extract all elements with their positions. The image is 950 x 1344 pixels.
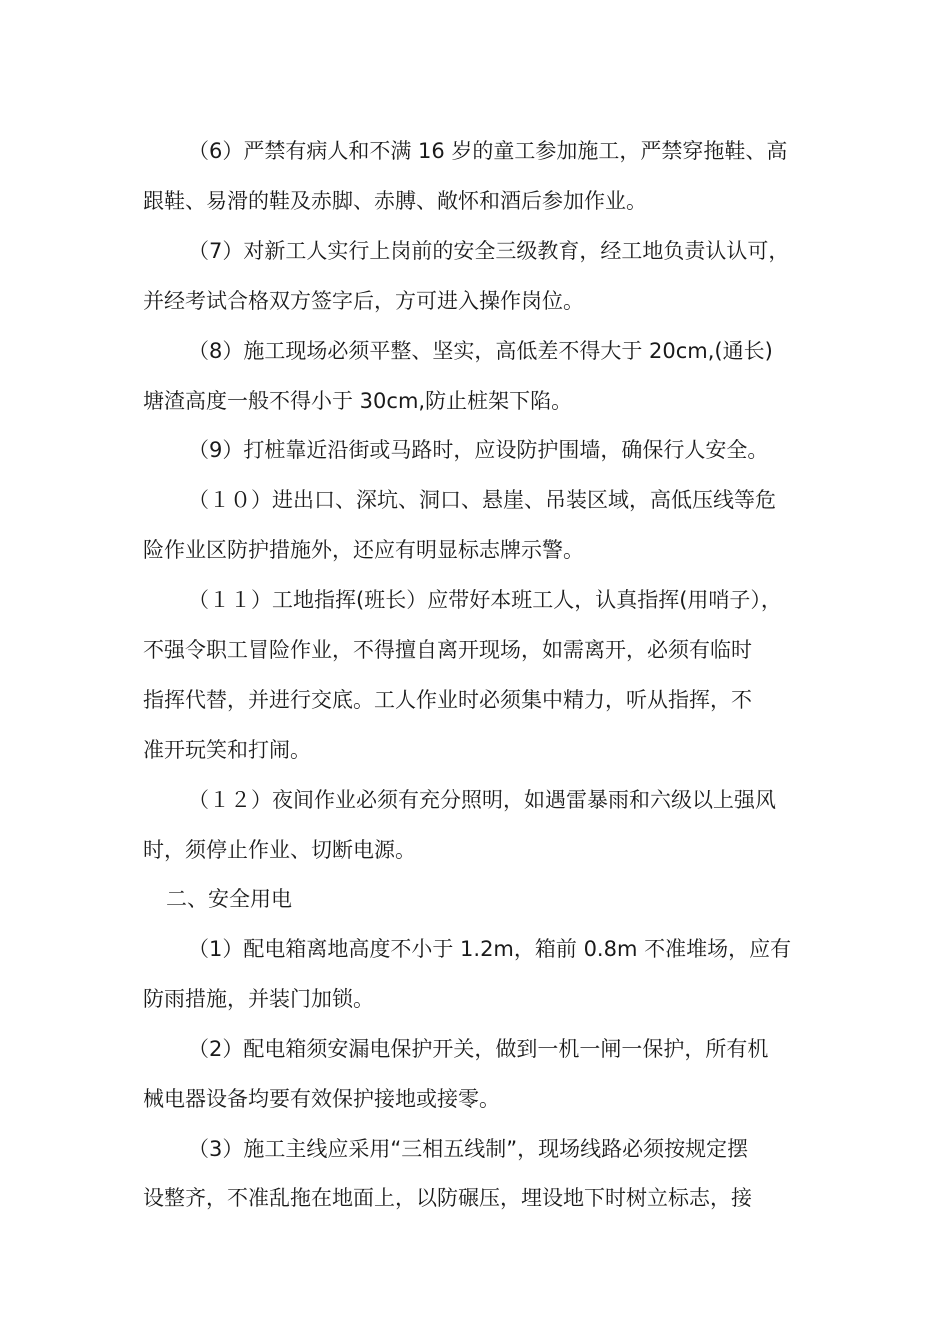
electric-item-1-line-2: 防雨措施，并装门加锁。: [143, 987, 374, 1011]
electric-item-3-line-2: 设整齐，不准乱拖在地面上，以防碾压，埋设地下时树立标志，接: [143, 1186, 752, 1210]
paragraph-7-line-2: 并经考试合格双方签字后，方可进入操作岗位。: [143, 289, 584, 313]
paragraph-11-line-3: 指挥代替，并进行交底。工人作业时必须集中精力，听从指挥，不: [143, 688, 752, 712]
electric-item-2-line-2: 械电器设备均要有效保护接地或接零。: [143, 1087, 500, 1111]
paragraph-8-line-2: 塘渣高度一般不得小于 30cm,防止桩架下陷。: [143, 389, 573, 413]
paragraph-11-line-2: 不强令职工冒险作业，不得擅自离开现场，如需离开，必须有临时: [143, 638, 752, 662]
paragraph-10-line-2: 险作业区防护措施外，还应有明显标志牌示警。: [143, 538, 584, 562]
paragraph-6-line-1: （6）严禁有病人和不满 16 岁的童工参加施工，严禁穿拖鞋、高: [188, 139, 788, 163]
electric-item-3-line-1: （3）施工主线应采用“三相五线制”，现场线路必须按规定摆: [188, 1137, 749, 1161]
paragraph-9-line-1: （9）打桩靠近沿街或马路时，应设防护围墙，确保行人安全。: [188, 438, 769, 462]
electric-item-2-line-1: （2）配电箱须安漏电保护开关，做到一机一闸一保护，所有机: [188, 1037, 769, 1061]
paragraph-11-line-1: （１１）工地指挥(班长）应带好本班工人，认真指挥(用哨子），: [188, 588, 782, 612]
paragraph-12-line-1: （１２）夜间作业必须有充分照明，如遇雷暴雨和六级以上强风: [188, 788, 776, 812]
paragraph-12-line-2: 时，须停止作业、切断电源。: [143, 838, 416, 862]
paragraph-8-line-1: （8）施工现场必须平整、坚实，高低差不得大于 20cm,(通长): [188, 339, 773, 363]
section-heading: 二、安全用电: [166, 887, 292, 911]
paragraph-6-line-2: 跟鞋、易滑的鞋及赤脚、赤膊、敞怀和酒后参加作业。: [143, 189, 647, 213]
paragraph-7-line-1: （7）对新工人实行上岗前的安全三级教育，经工地负责认认可，: [188, 239, 790, 263]
electric-item-1-line-1: （1）配电箱离地高度不小于 1.2m，箱前 0.8m 不准堆场，应有: [188, 937, 792, 961]
paragraph-10-line-1: （１０）进出口、深坑、洞口、悬崖、吊装区域，高低压线等危: [188, 488, 776, 512]
paragraph-11-line-4: 准开玩笑和打闹。: [143, 738, 311, 762]
